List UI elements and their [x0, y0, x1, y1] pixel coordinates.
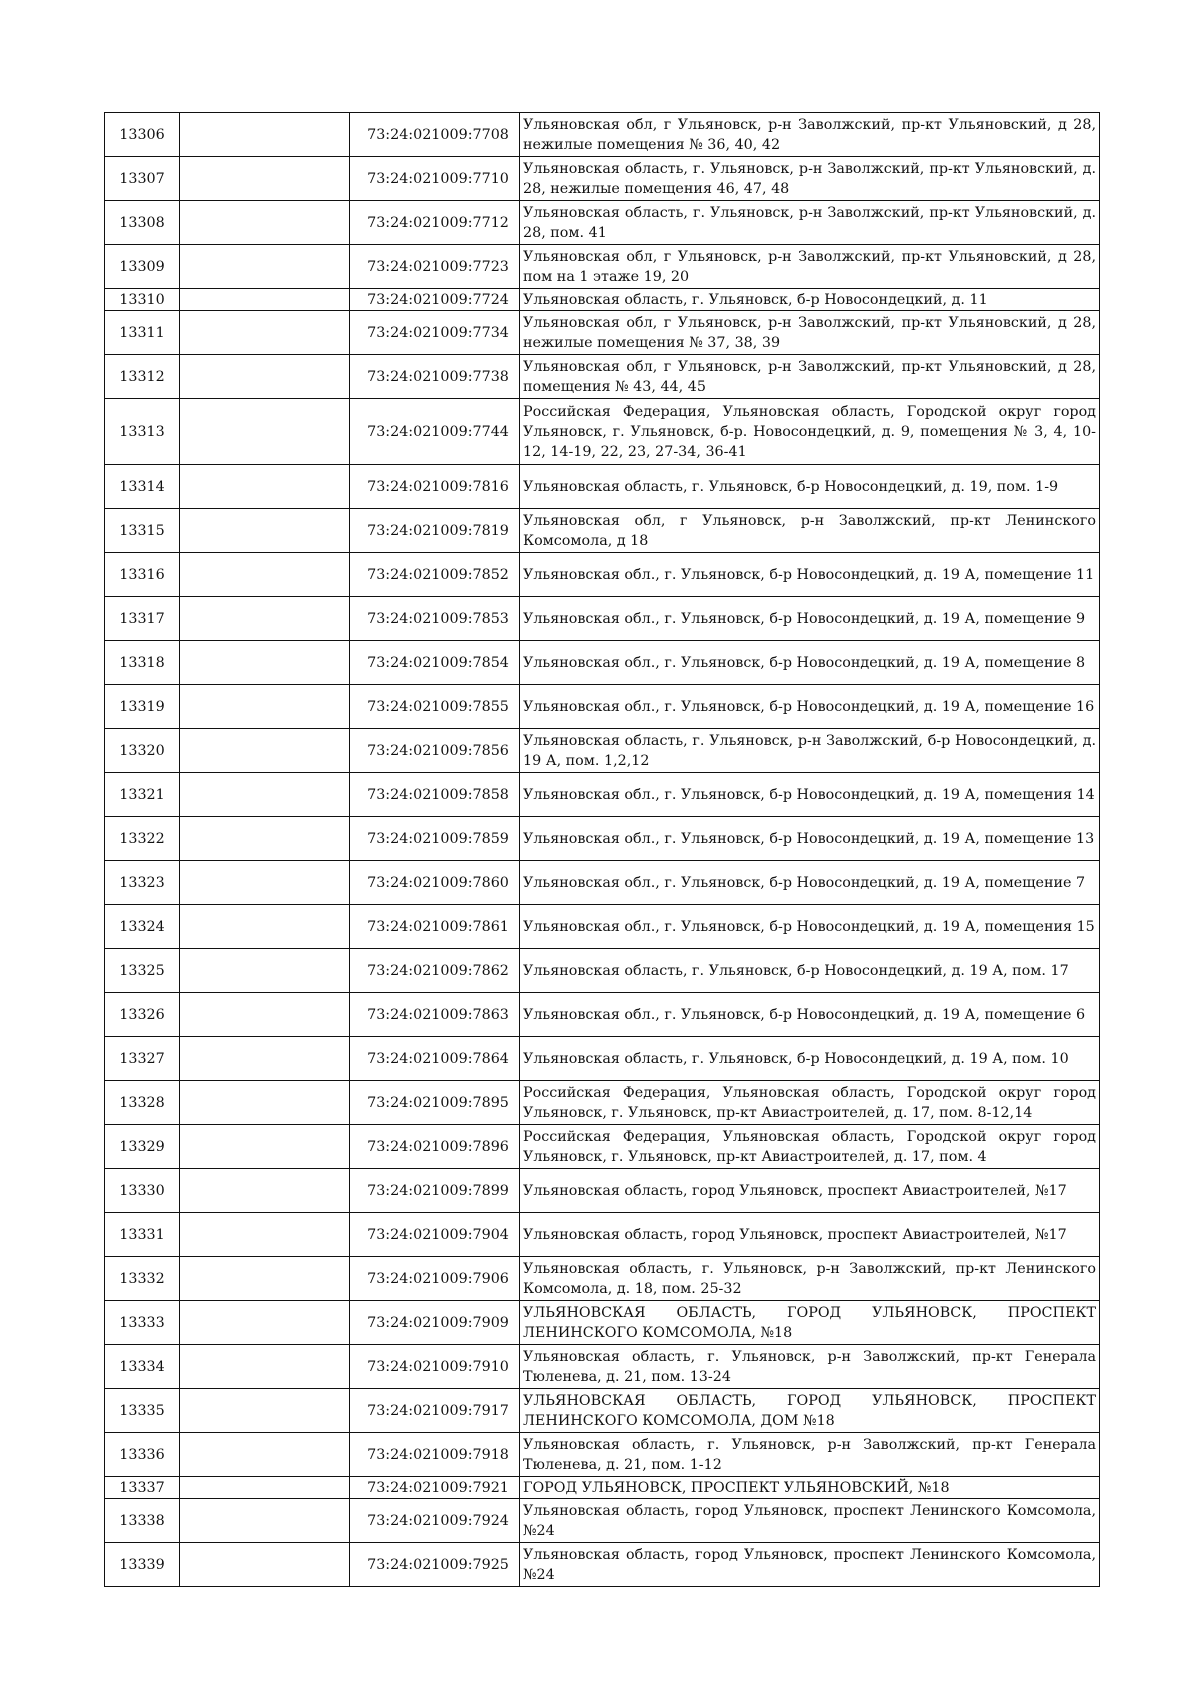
row-number: 13335 — [105, 1389, 180, 1433]
cadastral-number: 73:24:021009:7859 — [350, 817, 520, 861]
row-number: 13318 — [105, 641, 180, 685]
blank-cell — [180, 817, 350, 861]
address-cell: Ульяновская область, город Ульяновск, проспект Ленинского Комсомола, №24 — [520, 1499, 1100, 1543]
row-number: 13339 — [105, 1543, 180, 1587]
cadastral-number: 73:24:021009:7917 — [350, 1389, 520, 1433]
address-cell: Ульяновская область, г. Ульяновск, р-н Заволжский, пр-кт Ульяновский, д. 28, пом. 41 — [520, 201, 1100, 245]
cadastral-number: 73:24:021009:7708 — [350, 113, 520, 157]
table-row — [105, 553, 1100, 597]
row-number: 13307 — [105, 157, 180, 201]
row-number: 13321 — [105, 773, 180, 817]
cadastral-number: 73:24:021009:7724 — [350, 289, 520, 311]
table-row — [105, 157, 1100, 201]
blank-cell — [180, 597, 350, 641]
cadastral-number: 73:24:021009:7712 — [350, 201, 520, 245]
address-cell: Ульяновская область, г. Ульяновск, б-р Новосондецкий, д. 19 А, пом. 10 — [520, 1037, 1100, 1081]
row-number: 13317 — [105, 597, 180, 641]
address-cell: Ульяновская область, г. Ульяновск, б-р Новосондецкий, д. 19 А, пом. 17 — [520, 949, 1100, 993]
registry-body — [105, 113, 1100, 1587]
address-cell: Российская Федерация, Ульяновская область, Городской округ город Ульяновск, г. Ульяновск, б-р. Новосондецкий, д. 9, помещения № 3, 4, 10-12, 14-19, 22, 23, 27-34, 36-41 — [520, 399, 1100, 465]
row-number: 13337 — [105, 1477, 180, 1499]
table-row — [105, 245, 1100, 289]
blank-cell — [180, 993, 350, 1037]
blank-cell — [180, 311, 350, 355]
cadastral-number: 73:24:021009:7855 — [350, 685, 520, 729]
table-row — [105, 1257, 1100, 1301]
cadastral-number: 73:24:021009:7910 — [350, 1345, 520, 1389]
address-cell: Ульяновская обл, г Ульяновск, р-н Заволжский, пр-кт Ульяновский, д 28, помещения № 43, 44, 45 — [520, 355, 1100, 399]
address-cell: Ульяновская область, г. Ульяновск, р-н Заволжский, пр-кт Генерала Тюленева, д. 21, пом. 1-12 — [520, 1433, 1100, 1477]
address-cell: Ульяновская область, г. Ульяновск, р-н Заволжский, пр-кт Ленинского Комсомола, д. 18, пом. 25-32 — [520, 1257, 1100, 1301]
table-row — [105, 1169, 1100, 1213]
table-row — [105, 861, 1100, 905]
table-row — [105, 1345, 1100, 1389]
blank-cell — [180, 861, 350, 905]
row-number: 13336 — [105, 1433, 180, 1477]
blank-cell — [180, 509, 350, 553]
blank-cell — [180, 1389, 350, 1433]
cadastral-number: 73:24:021009:7710 — [350, 157, 520, 201]
row-number: 13331 — [105, 1213, 180, 1257]
blank-cell — [180, 1213, 350, 1257]
address-cell: Ульяновская область, г. Ульяновск, б-р Новосондецкий, д. 19, пом. 1-9 — [520, 465, 1100, 509]
row-number: 13314 — [105, 465, 180, 509]
cadastral-number: 73:24:021009:7863 — [350, 993, 520, 1037]
address-cell: Ульяновская обл., г. Ульяновск, б-р Новосондецкий, д. 19 А, помещение 7 — [520, 861, 1100, 905]
cadastral-number: 73:24:021009:7854 — [350, 641, 520, 685]
blank-cell — [180, 1081, 350, 1125]
address-cell: Ульяновская область, г. Ульяновск, б-р Новосондецкий, д. 11 — [520, 289, 1100, 311]
cadastral-number: 73:24:021009:7744 — [350, 399, 520, 465]
cadastral-number: 73:24:021009:7816 — [350, 465, 520, 509]
row-number: 13322 — [105, 817, 180, 861]
table-row — [105, 399, 1100, 465]
cadastral-number: 73:24:021009:7906 — [350, 1257, 520, 1301]
address-cell: Ульяновская обл, г Ульяновск, р-н Заволжский, пр-кт Ульяновский, д 28, нежилые помещения № 36, 40, 42 — [520, 113, 1100, 157]
table-row — [105, 993, 1100, 1037]
row-number: 13306 — [105, 113, 180, 157]
address-cell: Ульяновская обл., г. Ульяновск, б-р Новосондецкий, д. 19 А, помещения 14 — [520, 773, 1100, 817]
table-row — [105, 817, 1100, 861]
address-cell: Российская Федерация, Ульяновская область, Городской округ город Ульяновск, г. Ульяновск, пр-кт Авиастроителей, д. 17, пом. 4 — [520, 1125, 1100, 1169]
blank-cell — [180, 245, 350, 289]
cadastral-number: 73:24:021009:7861 — [350, 905, 520, 949]
cadastral-number: 73:24:021009:7853 — [350, 597, 520, 641]
address-cell: Ульяновская обл, г Ульяновск, р-н Заволжский, пр-кт Ленинского Комсомола, д 18 — [520, 509, 1100, 553]
row-number: 13327 — [105, 1037, 180, 1081]
table-row — [105, 729, 1100, 773]
row-number: 13333 — [105, 1301, 180, 1345]
row-number: 13312 — [105, 355, 180, 399]
table-row — [105, 1301, 1100, 1345]
blank-cell — [180, 1125, 350, 1169]
address-cell: Российская Федерация, Ульяновская область, Городской округ город Ульяновск, г. Ульяновск, пр-кт Авиастроителей, д. 17, пом. 8-12,14 — [520, 1081, 1100, 1125]
address-cell: Ульяновская обл., г. Ульяновск, б-р Новосондецкий, д. 19 А, помещение 16 — [520, 685, 1100, 729]
address-cell: Ульяновская область, г. Ульяновск, р-н Заволжский, пр-кт Ульяновский, д. 28, нежилые помещения 46, 47, 48 — [520, 157, 1100, 201]
blank-cell — [180, 1543, 350, 1587]
row-number: 13319 — [105, 685, 180, 729]
table-row — [105, 1477, 1100, 1499]
blank-cell — [180, 1169, 350, 1213]
table-row — [105, 465, 1100, 509]
blank-cell — [180, 399, 350, 465]
address-cell: Ульяновская обл., г. Ульяновск, б-р Новосондецкий, д. 19 А, помещения 15 — [520, 905, 1100, 949]
table-row — [105, 1213, 1100, 1257]
blank-cell — [180, 949, 350, 993]
table-row — [105, 1543, 1100, 1587]
table-row — [105, 1433, 1100, 1477]
cadastral-number: 73:24:021009:7862 — [350, 949, 520, 993]
blank-cell — [180, 1499, 350, 1543]
blank-cell — [180, 641, 350, 685]
table-row — [105, 949, 1100, 993]
address-cell: Ульяновская обл, г Ульяновск, р-н Заволжский, пр-кт Ульяновский, д 28, пом на 1 этаже 19, 20 — [520, 245, 1100, 289]
row-number: 13334 — [105, 1345, 180, 1389]
blank-cell — [180, 1037, 350, 1081]
address-cell: Ульяновская обл., г. Ульяновск, б-р Новосондецкий, д. 19 А, помещение 6 — [520, 993, 1100, 1037]
row-number: 13338 — [105, 1499, 180, 1543]
cadastral-number: 73:24:021009:7904 — [350, 1213, 520, 1257]
blank-cell — [180, 355, 350, 399]
cadastral-number: 73:24:021009:7925 — [350, 1543, 520, 1587]
table-row — [105, 1499, 1100, 1543]
blank-cell — [180, 113, 350, 157]
address-cell: Ульяновская область, г. Ульяновск, р-н Заволжский, б-р Новосондецкий, д. 19 А, пом. 1,2,12 — [520, 729, 1100, 773]
blank-cell — [180, 1257, 350, 1301]
cadastral-number: 73:24:021009:7896 — [350, 1125, 520, 1169]
row-number: 13320 — [105, 729, 180, 773]
cadastral-number: 73:24:021009:7819 — [350, 509, 520, 553]
row-number: 13330 — [105, 1169, 180, 1213]
blank-cell — [180, 289, 350, 311]
cadastral-number: 73:24:021009:7723 — [350, 245, 520, 289]
table-row — [105, 773, 1100, 817]
address-cell: Ульяновская область, город Ульяновск, проспект Ленинского Комсомола, №24 — [520, 1543, 1100, 1587]
table-row — [105, 1389, 1100, 1433]
row-number: 13313 — [105, 399, 180, 465]
blank-cell — [180, 465, 350, 509]
row-number: 13326 — [105, 993, 180, 1037]
cadastral-number: 73:24:021009:7864 — [350, 1037, 520, 1081]
table-row — [105, 1037, 1100, 1081]
cadastral-number: 73:24:021009:7852 — [350, 553, 520, 597]
table-row — [105, 1125, 1100, 1169]
blank-cell — [180, 773, 350, 817]
table-row — [105, 597, 1100, 641]
row-number: 13332 — [105, 1257, 180, 1301]
address-cell: Ульяновская обл., г. Ульяновск, б-р Новосондецкий, д. 19 А, помещение 11 — [520, 553, 1100, 597]
row-number: 13325 — [105, 949, 180, 993]
cadastral-number: 73:24:021009:7734 — [350, 311, 520, 355]
table-row — [105, 311, 1100, 355]
address-cell: Ульяновская обл., г. Ульяновск, б-р Новосондецкий, д. 19 А, помещение 8 — [520, 641, 1100, 685]
row-number: 13323 — [105, 861, 180, 905]
table-row — [105, 113, 1100, 157]
blank-cell — [180, 1345, 350, 1389]
row-number: 13316 — [105, 553, 180, 597]
blank-cell — [180, 553, 350, 597]
cadastral-number: 73:24:021009:7924 — [350, 1499, 520, 1543]
blank-cell — [180, 201, 350, 245]
table-row — [105, 685, 1100, 729]
blank-cell — [180, 1477, 350, 1499]
cadastral-number: 73:24:021009:7921 — [350, 1477, 520, 1499]
address-cell: Ульяновская область, город Ульяновск, проспект Авиастроителей, №17 — [520, 1213, 1100, 1257]
cadastral-number: 73:24:021009:7918 — [350, 1433, 520, 1477]
registry-table — [104, 112, 1100, 1587]
cadastral-number: 73:24:021009:7860 — [350, 861, 520, 905]
address-cell: Ульяновская обл., г. Ульяновск, б-р Новосондецкий, д. 19 А, помещение 13 — [520, 817, 1100, 861]
address-cell: УЛЬЯНОВСКАЯ ОБЛАСТЬ, ГОРОД УЛЬЯНОВСК, ПРОСПЕКТ ЛЕНИНСКОГО КОМСОМОЛА, №18 — [520, 1301, 1100, 1345]
address-cell: Ульяновская область, город Ульяновск, проспект Авиастроителей, №17 — [520, 1169, 1100, 1213]
table-row — [105, 289, 1100, 311]
blank-cell — [180, 1301, 350, 1345]
address-cell: Ульяновская область, г. Ульяновск, р-н Заволжский, пр-кт Генерала Тюленева, д. 21, пом. 13-24 — [520, 1345, 1100, 1389]
cadastral-number: 73:24:021009:7895 — [350, 1081, 520, 1125]
cadastral-number: 73:24:021009:7899 — [350, 1169, 520, 1213]
address-cell: УЛЬЯНОВСКАЯ ОБЛАСТЬ, ГОРОД УЛЬЯНОВСК, ПРОСПЕКТ ЛЕНИНСКОГО КОМСОМОЛА, ДОМ №18 — [520, 1389, 1100, 1433]
cadastral-number: 73:24:021009:7856 — [350, 729, 520, 773]
blank-cell — [180, 1433, 350, 1477]
table-row — [105, 641, 1100, 685]
address-cell: Ульяновская обл, г Ульяновск, р-н Заволжский, пр-кт Ульяновский, д 28, нежилые помещения № 37, 38, 39 — [520, 311, 1100, 355]
blank-cell — [180, 685, 350, 729]
cadastral-number: 73:24:021009:7909 — [350, 1301, 520, 1345]
row-number: 13310 — [105, 289, 180, 311]
row-number: 13324 — [105, 905, 180, 949]
row-number: 13311 — [105, 311, 180, 355]
table-row — [105, 355, 1100, 399]
row-number: 13308 — [105, 201, 180, 245]
blank-cell — [180, 729, 350, 773]
row-number: 13329 — [105, 1125, 180, 1169]
address-cell: ГОРОД УЛЬЯНОВСК, ПРОСПЕКТ УЛЬЯНОВСКИЙ, №18 — [520, 1477, 1100, 1499]
table-row — [105, 905, 1100, 949]
row-number: 13328 — [105, 1081, 180, 1125]
cadastral-number: 73:24:021009:7738 — [350, 355, 520, 399]
row-number: 13309 — [105, 245, 180, 289]
table-row — [105, 1081, 1100, 1125]
cadastral-number: 73:24:021009:7858 — [350, 773, 520, 817]
blank-cell — [180, 905, 350, 949]
blank-cell — [180, 157, 350, 201]
address-cell: Ульяновская обл., г. Ульяновск, б-р Новосондецкий, д. 19 А, помещение 9 — [520, 597, 1100, 641]
table-row — [105, 509, 1100, 553]
row-number: 13315 — [105, 509, 180, 553]
table-row — [105, 201, 1100, 245]
